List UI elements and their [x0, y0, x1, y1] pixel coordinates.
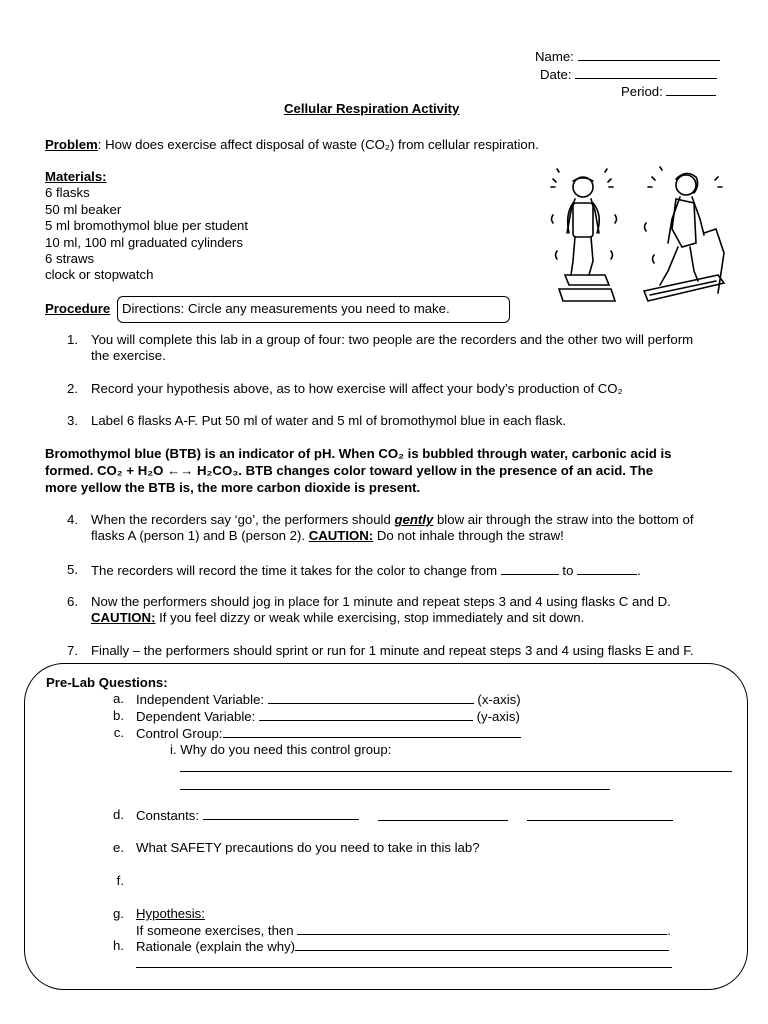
material-item: 50 ml beaker	[45, 202, 122, 217]
procedure-label: Procedure	[45, 301, 111, 316]
step-5-text1: The recorders will record the time it takes for the color to change from	[91, 563, 498, 578]
step-4-line2-pre: flasks A (person 1) and B (person 2).	[91, 528, 309, 543]
step-number: 7.	[67, 643, 78, 658]
hypothesis-line	[136, 922, 671, 939]
material-item: 5 ml bromothymol blue per student	[45, 218, 249, 233]
btb-paragraph-line: Bromothymol blue (BTB) is an indicator of pH. When CO₂ is bubbled through water, carbonic acid is	[45, 446, 672, 461]
step-number: 6.	[67, 594, 78, 609]
question-letter: a.	[113, 691, 124, 706]
question-e: What SAFETY precautions do you need to take in this lab?	[136, 840, 480, 855]
question-a	[136, 691, 521, 708]
step-number: 3.	[67, 413, 78, 428]
step-6-text: Now the performers should jog in place for 1 minute and repeat steps 3 and 4 using flasks C and D.	[91, 594, 671, 609]
step-number: 5.	[67, 562, 78, 577]
control-group-reason-blank[interactable]	[180, 771, 732, 772]
material-item: 10 ml, 100 ml graduated cylinders	[45, 235, 243, 250]
control-group-reason-blank[interactable]	[180, 789, 610, 790]
caution-label: CAUTION:	[91, 610, 156, 625]
material-item: 6 flasks	[45, 185, 90, 200]
question-h	[136, 938, 669, 955]
question-b	[136, 708, 520, 725]
color-to-blank[interactable]	[577, 562, 637, 575]
step-5-to: to	[562, 563, 574, 578]
prelab-label: Pre-Lab Questions:	[46, 675, 168, 690]
hypothesis-label: Hypothesis:	[136, 906, 205, 921]
constant-blank[interactable]	[378, 820, 508, 821]
question-letter: h.	[113, 938, 124, 953]
btb-paragraph-line: formed. CO₂ + H₂O ←→ H₂CO₃. BTB changes color toward yellow in the presence of an acid. The	[45, 463, 654, 478]
question-letter: c.	[113, 725, 124, 740]
constant-blank[interactable]	[527, 820, 673, 821]
question-letter: g.	[113, 906, 124, 921]
control-group-label: Control Group:	[136, 726, 223, 741]
question-c	[136, 725, 521, 742]
question-letter: d.	[113, 807, 124, 822]
hypothesis-blank[interactable]	[297, 922, 667, 935]
period-blank[interactable]	[666, 83, 716, 96]
y-axis-note: (y-axis)	[476, 709, 520, 724]
step-3-text: Label 6 flasks A-F. Put 50 ml of water and 5 ml of bromothymol blue in each flask.	[91, 413, 566, 428]
treadmill-exercise-illustration	[638, 163, 730, 308]
caution-label: CAUTION:	[308, 528, 374, 543]
directions-text: Directions: Circle any measurements you need to make.	[122, 301, 450, 316]
hypothesis-prompt: If someone exercises, then	[136, 923, 294, 938]
question-letter: b.	[113, 708, 124, 723]
step-4-pre: When the recorders say ‘go’, the performers should	[91, 512, 395, 527]
step-1-text: You will complete this lab in a group of four: two people are the recorders and the other two will perform	[91, 332, 694, 347]
constants-label: Constants:	[136, 808, 200, 823]
date-field[interactable]	[540, 66, 717, 83]
question-letter: f.	[116, 873, 124, 888]
constant-blank[interactable]	[203, 807, 359, 820]
step-6-text-cont	[91, 610, 584, 626]
dependent-variable-label: Dependent Variable:	[136, 709, 256, 724]
name-label: Name:	[535, 49, 574, 64]
rationale-blank[interactable]	[136, 967, 672, 968]
gently-emphasis: gently	[394, 512, 434, 527]
step-7-text: Finally – the performers should sprint or run for 1 minute and repeat steps 3 and 4 using flasks E and F.	[91, 643, 694, 658]
name-field[interactable]	[535, 48, 720, 65]
problem-section	[45, 137, 539, 153]
material-item: 6 straws	[45, 251, 95, 266]
independent-variable-blank[interactable]	[268, 691, 474, 704]
step-4-text	[91, 512, 694, 528]
step-2-text: Record your hypothesis above, as to how exercise will affect your body’s production of CO₂	[91, 381, 623, 396]
step-5-text	[91, 562, 641, 579]
period-field[interactable]	[621, 83, 716, 100]
step-5-end: .	[637, 563, 641, 578]
material-item: clock or stopwatch	[45, 267, 154, 282]
dependent-variable-blank[interactable]	[259, 708, 473, 721]
question-letter: e.	[113, 840, 124, 855]
step-4-post: blow air through the straw into the bottom of	[433, 512, 694, 527]
step-number: 1.	[67, 332, 78, 347]
btb-paragraph-line: more yellow the BTB is, the more carbon dioxide is present.	[45, 480, 421, 495]
problem-label: Problem	[45, 137, 98, 152]
stepper-exercise-illustration	[545, 163, 625, 308]
step-6-line2: If you feel dizzy or weak while exercising, stop immediately and sit down.	[155, 610, 585, 625]
step-1-text-cont: the exercise.	[91, 348, 166, 363]
name-blank[interactable]	[578, 48, 720, 61]
hypothesis-end: .	[667, 923, 671, 938]
step-4-line2-post: Do not inhale through the straw!	[373, 528, 564, 543]
independent-variable-label: Independent Variable:	[136, 692, 265, 707]
x-axis-note: (x-axis)	[477, 692, 521, 707]
question-d	[136, 807, 359, 824]
problem-text: : How does exercise affect disposal of waste (CO₂) from cellular respiration.	[97, 137, 539, 152]
step-number: 2.	[67, 381, 78, 396]
period-label: Period:	[621, 84, 663, 99]
step-number: 4.	[67, 512, 78, 527]
control-group-blank[interactable]	[223, 725, 521, 738]
question-c-i: i. Why do you need this control group:	[170, 742, 392, 757]
materials-label: Materials:	[45, 169, 107, 184]
step-4-text-cont	[91, 528, 564, 544]
color-from-blank[interactable]	[501, 562, 559, 575]
date-label: Date:	[540, 67, 572, 82]
rationale-label: Rationale (explain the why)	[136, 939, 296, 954]
page-title: Cellular Respiration Activity	[284, 101, 460, 116]
date-blank[interactable]	[575, 66, 717, 79]
rationale-blank[interactable]	[295, 938, 669, 951]
